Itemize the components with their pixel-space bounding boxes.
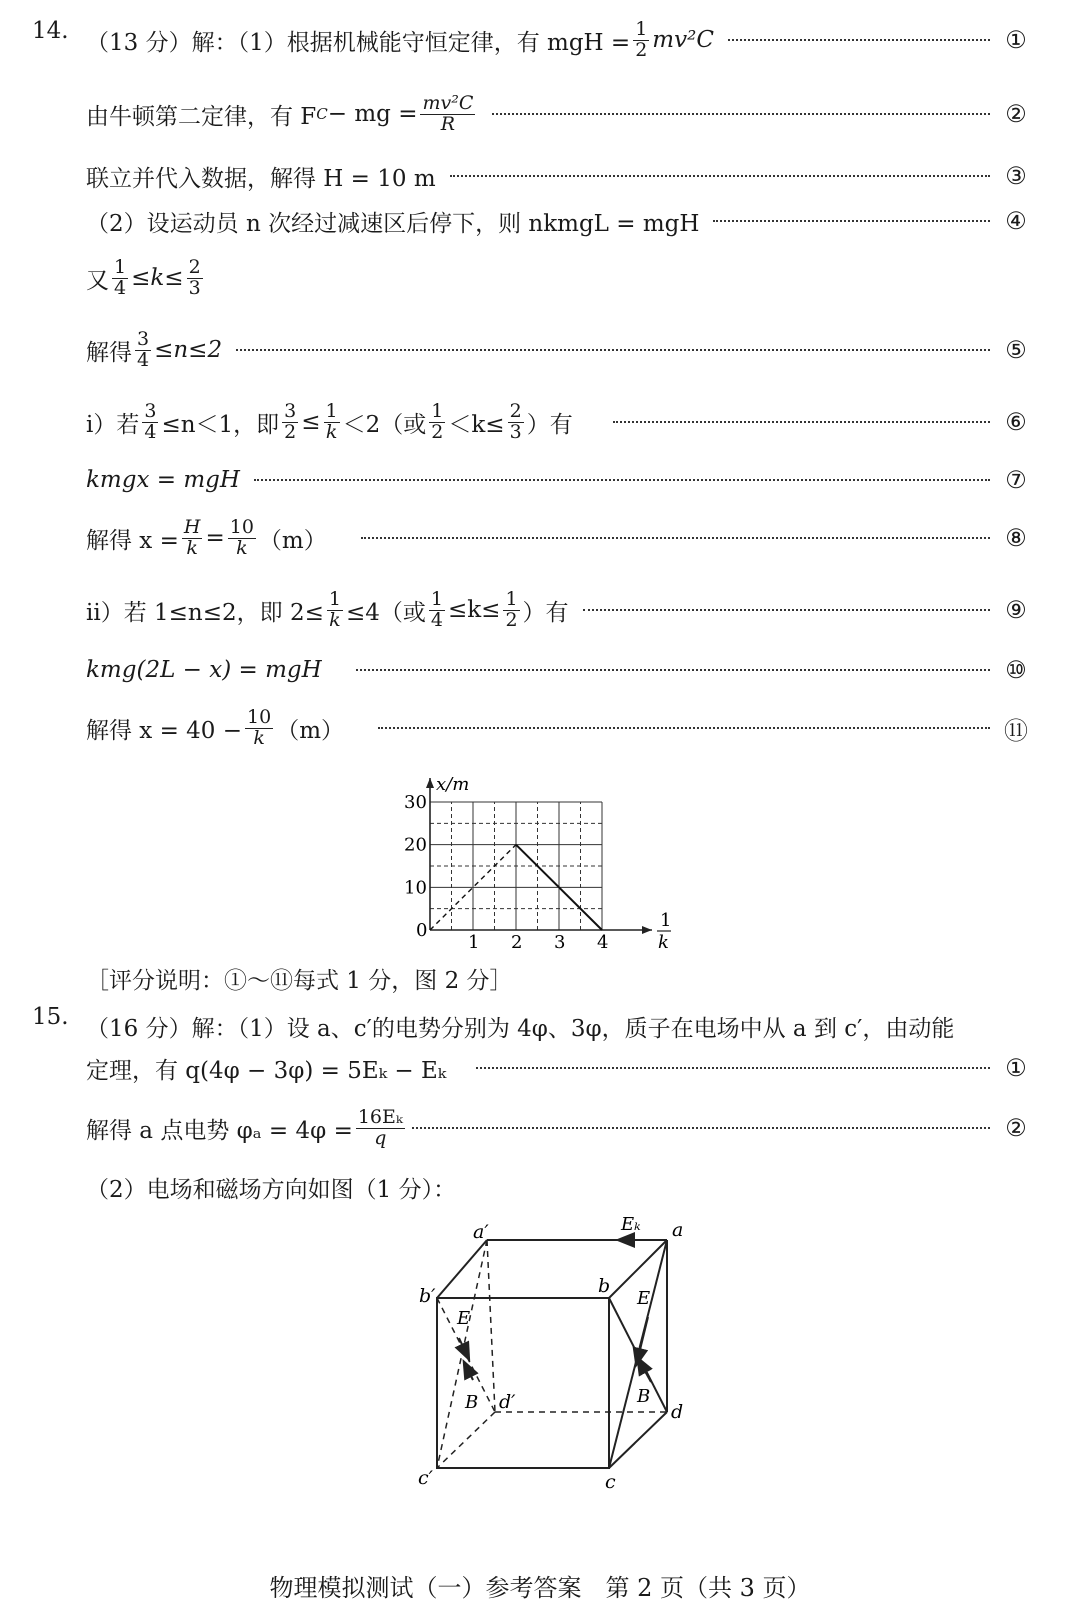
q14-l6-pre: 解得 (86, 339, 132, 366)
label-e-left: E (457, 1308, 471, 1329)
equation-mark-2: ② (1005, 1114, 1027, 1142)
cube-field-diagram (415, 1212, 705, 1494)
y-axis-label: x/m (436, 774, 470, 795)
question-14-number: 14. (32, 18, 69, 44)
q15-l4-text: （2）电场和磁场方向如图（1 分）： (86, 1176, 457, 1203)
q14-l1-text: （13 分）解：（1）根据机械能守恒定律，有 mgH = (86, 29, 631, 56)
q14-line-5 (86, 256, 1030, 300)
q14-l2-frac: $\frac{\text{mv²C}}{R}$ (422, 91, 474, 135)
q15-l3-a: 解得 a 点电势 φₐ = 4φ = (86, 1117, 353, 1144)
b-arrow-left (467, 1368, 473, 1380)
q14-l4-text: （2）设运动员 n 次经过减速区后停下，则 nkmgL = mgH (86, 210, 700, 237)
x-tick-label: 2 (511, 932, 523, 953)
q14-l5-frac1: $\frac{1}{4}$ (114, 255, 127, 299)
leader-dots (378, 727, 990, 729)
x-axis-arrow (642, 926, 652, 934)
q15-l3-frac: $\frac{\text{16Eₖ}}{q}$ (357, 1105, 403, 1149)
x-vs-inverse-k-chart (400, 770, 700, 980)
q15-line-3 (86, 1106, 1030, 1150)
label-c-prime: c′ (418, 1467, 433, 1489)
q15-line-2 (86, 1046, 1030, 1090)
equation-mark-3: ③ (1005, 162, 1027, 190)
leader-dots (728, 39, 990, 41)
q14-l7-frac4: $\frac{1}{2}$ (431, 399, 444, 443)
q14-line-7 (86, 400, 1030, 444)
q14-l5-pre: 又 (86, 267, 109, 294)
q14-l10-a: ii）若 1≤n≤2，即 2≤ (86, 599, 324, 626)
q14-line-9 (86, 516, 1030, 560)
q14-l10-c: ≤k≤ (447, 597, 501, 623)
leader-dots (492, 113, 990, 115)
x-tick-label: 3 (554, 932, 566, 953)
scoring-note: ［评分说明：①～⑪每式 1 分，图 2 分］ (86, 968, 513, 994)
q14-line-4 (86, 199, 1030, 243)
q15-line-4 (86, 1165, 1030, 1209)
q14-line-2 (86, 92, 1030, 136)
label-a: a (672, 1219, 684, 1241)
b-arrow-right (641, 1364, 651, 1382)
q14-l8-text: kmgx = mgH (86, 467, 240, 493)
q14-l7-a: i）若 (86, 411, 140, 438)
x-tick-label: 1 (468, 932, 480, 953)
cube-edge (437, 1240, 487, 1298)
chart-axes (426, 778, 652, 934)
equation-mark-5: ⑤ (1005, 336, 1027, 364)
label-d: d (671, 1401, 684, 1423)
e-arrow-right (638, 1317, 648, 1358)
label-b-prime: b′ (419, 1285, 436, 1307)
cube-hidden-edge (487, 1240, 495, 1412)
leader-dots (236, 349, 990, 351)
equation-mark-1: ① (1005, 26, 1027, 54)
q15-line-1 (86, 1004, 1030, 1048)
equation-mark-2: ② (1005, 100, 1027, 128)
q14-l7-f: ）有 (526, 411, 573, 438)
equation-mark-6: ⑥ (1005, 408, 1027, 436)
leader-dots (613, 421, 990, 423)
q14-line-12 (86, 706, 1030, 750)
q14-line-11 (86, 648, 1030, 692)
x-axis-label-den: k (658, 932, 669, 953)
x-axis-label-num: 1 (660, 910, 672, 931)
q14-line-1 (86, 18, 1030, 62)
equation-mark-4: ④ (1005, 207, 1027, 235)
leader-dots (583, 609, 990, 611)
q14-l7-frac1: $\frac{3}{4}$ (144, 399, 157, 443)
page-footer: 物理模拟测试（一）参考答案 第 2 页（共 3 页） (269, 1574, 811, 1602)
leader-dots (361, 537, 990, 539)
q14-l9-b: = (205, 525, 225, 551)
question-15-number: 15. (32, 1004, 69, 1030)
q14-l5-frac2: $\frac{2}{3}$ (188, 255, 201, 299)
q14-l10-frac2: $\frac{1}{4}$ (430, 587, 443, 631)
leader-dots (476, 1067, 990, 1069)
q14-l9-frac2: $\frac{10}{k}$ (229, 515, 254, 559)
cube-hidden-edge (437, 1412, 495, 1468)
equation-mark-1: ① (1005, 1054, 1027, 1082)
y-tick-label: 10 (404, 877, 427, 899)
q15-l1-text: （16 分）解：（1）设 a、c′的电势分别为 4φ、3φ，质子在电场中从 a 到 c′，由动能 (86, 1015, 955, 1042)
origin-label: 0 (416, 920, 428, 941)
equation-mark-9: ⑨ (1005, 596, 1027, 624)
q14-l7-b: ≤n＜1，即 (161, 411, 280, 438)
q14-l6-frac: $\frac{3}{4}$ (137, 327, 150, 371)
label-a-prime: a′ (473, 1221, 489, 1243)
label-b-left: B (465, 1392, 479, 1413)
q14-l12-a: 解得 x = 40 − (86, 717, 243, 744)
q14-line-8 (86, 458, 1030, 502)
leader-dots (356, 669, 990, 671)
leader-dots (450, 175, 990, 177)
equation-mark-7: ⑦ (1005, 466, 1027, 494)
diagonal-a-prime-c-prime (437, 1240, 487, 1468)
q14-line-10 (86, 588, 1030, 632)
equation-mark-10: ⑩ (1005, 656, 1027, 684)
leader-dots (713, 220, 990, 222)
q14-l6-post: ≤n≤2 (154, 337, 223, 363)
y-tick-label: 30 (404, 792, 427, 813)
q14-l2-sub: C (316, 105, 328, 123)
label-ek: Eₖ (621, 1214, 641, 1235)
label-c: c (605, 1471, 616, 1493)
equation-mark-11: ⑪ (1004, 716, 1028, 745)
q14-l10-b: ≤4（或 (345, 599, 426, 626)
q14-l10-frac1: $\frac{1}{k}$ (328, 587, 341, 631)
x-tick-label: 4 (597, 932, 609, 953)
q14-l7-frac5: $\frac{2}{3}$ (509, 399, 522, 443)
equation-mark-8: ⑧ (1005, 524, 1027, 552)
label-b: b (598, 1275, 611, 1297)
q15-l2-text: 定理，有 q(4φ − 3φ) = 5Eₖ − Eₖ (86, 1057, 447, 1084)
q14-line-6 (86, 328, 1030, 372)
q14-l3-text: 联立并代入数据，解得 H = 10 m (86, 165, 436, 192)
label-b-right: B (637, 1386, 651, 1407)
q14-l7-e: ＜k≤ (448, 411, 505, 438)
q14-l7-d: ＜2（或 (342, 411, 427, 438)
q14-l1-frac: $\frac{1}{2}$ (635, 17, 648, 61)
q14-l9-frac1: $\frac{H}{k}$ (183, 515, 201, 559)
q14-l11-text: kmg(2L − x) = mgH (86, 657, 322, 683)
q14-l7-frac3: $\frac{1}{k}$ (325, 399, 338, 443)
y-tick-label: 20 (404, 834, 427, 856)
q14-l7-c: ≤ (301, 409, 321, 435)
q14-l7-frac2: $\frac{3}{2}$ (284, 399, 297, 443)
q14-l12-b: （m） (276, 717, 345, 744)
label-d-prime: d′ (499, 1391, 516, 1413)
q14-l10-frac3: $\frac{1}{2}$ (505, 587, 518, 631)
cube-edge (609, 1412, 667, 1468)
chart-grid (430, 802, 602, 930)
leader-dots (412, 1127, 990, 1129)
q14-line-3 (86, 154, 1030, 198)
q14-l5-mid: ≤k≤ (131, 265, 184, 291)
q14-l1-tail: mv²C (652, 27, 714, 53)
q14-l10-d: ）有 (522, 599, 569, 626)
q14-l2-text2: − mg = (327, 101, 418, 127)
q14-l9-a: 解得 x = (86, 527, 179, 554)
q14-l9-c: （m） (258, 527, 327, 554)
label-e-right: E (637, 1288, 651, 1309)
q14-l12-frac: $\frac{10}{k}$ (247, 705, 272, 749)
y-axis-arrow (426, 778, 434, 788)
leader-dots (254, 479, 990, 481)
q14-l2-text: 由牛顿第二定律，有 F (86, 103, 317, 130)
